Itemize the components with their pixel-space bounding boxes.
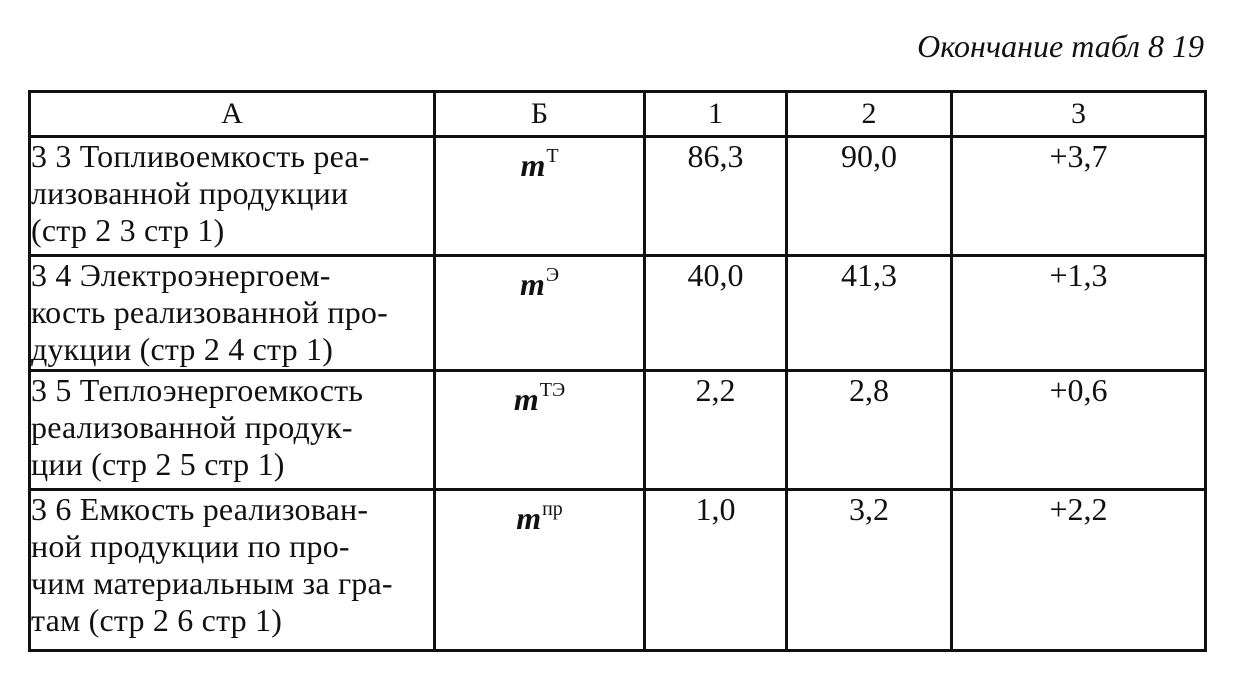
row-name-line: 3 6 Емкость реализован- xyxy=(31,491,369,527)
row-name-line: 3 3 Топливоемкость реа- xyxy=(31,138,370,174)
row-symbol-cell xyxy=(435,137,645,256)
header-col-b: Б xyxy=(435,92,645,137)
row-name-line: ной продукции по про- xyxy=(31,528,350,564)
row-name-line: 3 5 Теплоэнергоемкость xyxy=(31,372,364,408)
symbol-superscript: пр xyxy=(542,498,563,520)
row-name-line: ции (стр 2 5 стр 1) xyxy=(31,446,285,482)
row-value-col3: +3,7 xyxy=(952,137,1206,256)
row-name-line: реализованной продук- xyxy=(31,409,353,445)
row-value-col1: 1,0 xyxy=(645,490,787,651)
symbol-superscript: Т xyxy=(546,145,559,167)
row-value-col1: 40,0 xyxy=(645,256,787,371)
row-name-line: чим материальным за гра- xyxy=(31,565,393,601)
data-table xyxy=(28,90,1207,652)
row-value-col3: +1,3 xyxy=(952,256,1206,371)
row-value-col2: 2,8 xyxy=(787,371,952,490)
row-value-col1: 86,3 xyxy=(645,137,787,256)
header-col-3: 3 xyxy=(952,92,1206,137)
symbol-superscript: ТЭ xyxy=(539,379,566,401)
row-name-line: там (стр 2 6 стр 1) xyxy=(31,602,283,638)
table-caption: Окончание табл 8 19 xyxy=(917,28,1204,64)
symbol-letter: m xyxy=(513,381,539,417)
row-value-col2: 3,2 xyxy=(787,490,952,651)
row-symbol-cell xyxy=(435,256,645,371)
header-row xyxy=(30,92,1206,137)
table-row xyxy=(30,490,1206,651)
row-name-line: кость реализованной про- xyxy=(31,294,388,330)
header-col-2: 2 xyxy=(787,92,952,137)
row-name-cell xyxy=(30,137,435,256)
row-name-line: (стр 2 3 стр 1) xyxy=(31,212,225,248)
row-name-line: 3 4 Электроэнергоем- xyxy=(31,257,331,293)
header-col-1: 1 xyxy=(645,92,787,137)
row-value-col3: +2,2 xyxy=(952,490,1206,651)
table-row xyxy=(30,371,1206,490)
row-symbol-cell xyxy=(435,371,645,490)
table-row xyxy=(30,256,1206,371)
row-name-line: лизованной продукции xyxy=(31,175,349,211)
table-row xyxy=(30,137,1206,256)
row-name-cell xyxy=(30,490,435,651)
row-value-col3: +0,6 xyxy=(952,371,1206,490)
symbol-letter: m xyxy=(516,500,542,536)
header-col-a: А xyxy=(30,92,435,137)
row-value-col1: 2,2 xyxy=(645,371,787,490)
row-symbol-cell xyxy=(435,490,645,651)
row-value-col2: 41,3 xyxy=(787,256,952,371)
symbol-letter: m xyxy=(519,266,545,302)
row-name-cell xyxy=(30,371,435,490)
row-value-col2: 90,0 xyxy=(787,137,952,256)
row-name-line: дукции (стр 2 4 стр 1) xyxy=(31,331,334,367)
symbol-letter: m xyxy=(520,147,546,183)
symbol-superscript: Э xyxy=(545,264,560,286)
row-name-cell xyxy=(30,256,435,371)
